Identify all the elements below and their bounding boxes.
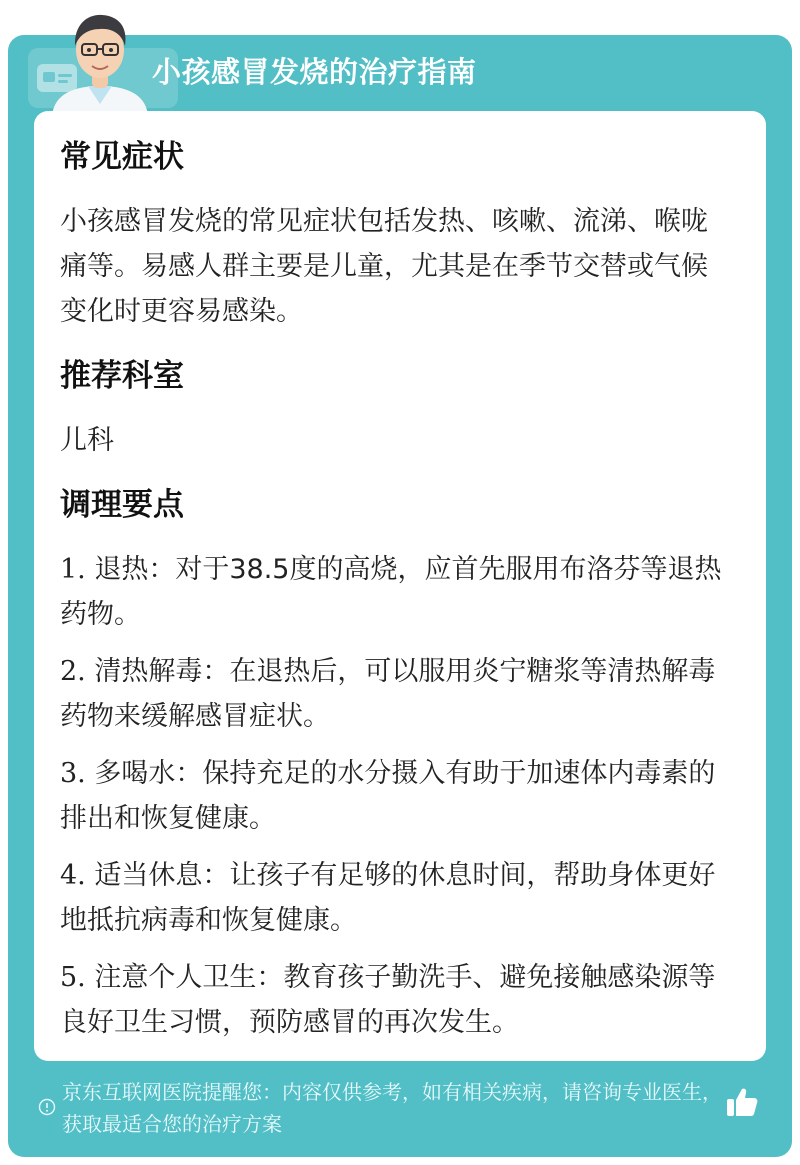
content-card [34, 111, 766, 1061]
item-text: 清热解毒：在退热后，可以服用炎宁糖浆等清热解毒药物来缓解感冒症状。 [60, 656, 716, 732]
item-number: 1. [60, 554, 86, 585]
symptoms-text: 小孩感冒发烧的常见症状包括发热、咳嗽、流涕、喉咙痛等。易感人群主要是儿童，尤其是在季节交替或气候变化时更容易感染。 [60, 206, 708, 327]
section-heading-care: 调理要点 [60, 487, 184, 523]
item-text: 注意个人卫生：教育孩子勤洗手、避免接触感染源等良好卫生习惯，预防感冒的再次发生。 [60, 962, 716, 1038]
list-item [60, 649, 730, 739]
info-icon [38, 1098, 56, 1116]
item-number: 4. [60, 860, 86, 891]
thumbs-up-icon[interactable] [725, 1085, 759, 1119]
list-item [60, 853, 730, 943]
section-heading-symptoms: 常见症状 [60, 139, 184, 175]
page-title: 小孩感冒发烧的治疗指南 [152, 55, 477, 89]
list-item [60, 751, 730, 841]
content-body [60, 133, 730, 1057]
section-heading-department: 推荐科室 [60, 358, 184, 394]
item-text: 退热：对于38.5度的高烧，应首先服用布洛芬等退热药物。 [60, 554, 722, 630]
department-text: 儿科 [60, 425, 114, 456]
item-number: 2. [60, 656, 86, 687]
item-number: 5. [60, 962, 86, 993]
list-item [60, 547, 730, 637]
doctor-avatar [44, 6, 156, 116]
disclaimer-text: 京东互联网医院提醒您：内容仅供参考，如有相关疾病，请咨询专业医生，获取最适合您的治疗方案 [62, 1080, 722, 1136]
list-item [60, 955, 730, 1045]
item-number: 3. [60, 758, 86, 789]
item-text: 多喝水：保持充足的水分摄入有助于加速体内毒素的排出和恢复健康。 [60, 758, 716, 834]
item-text: 适当休息：让孩子有足够的休息时间，帮助身体更好地抵抗病毒和恢复健康。 [60, 860, 716, 936]
